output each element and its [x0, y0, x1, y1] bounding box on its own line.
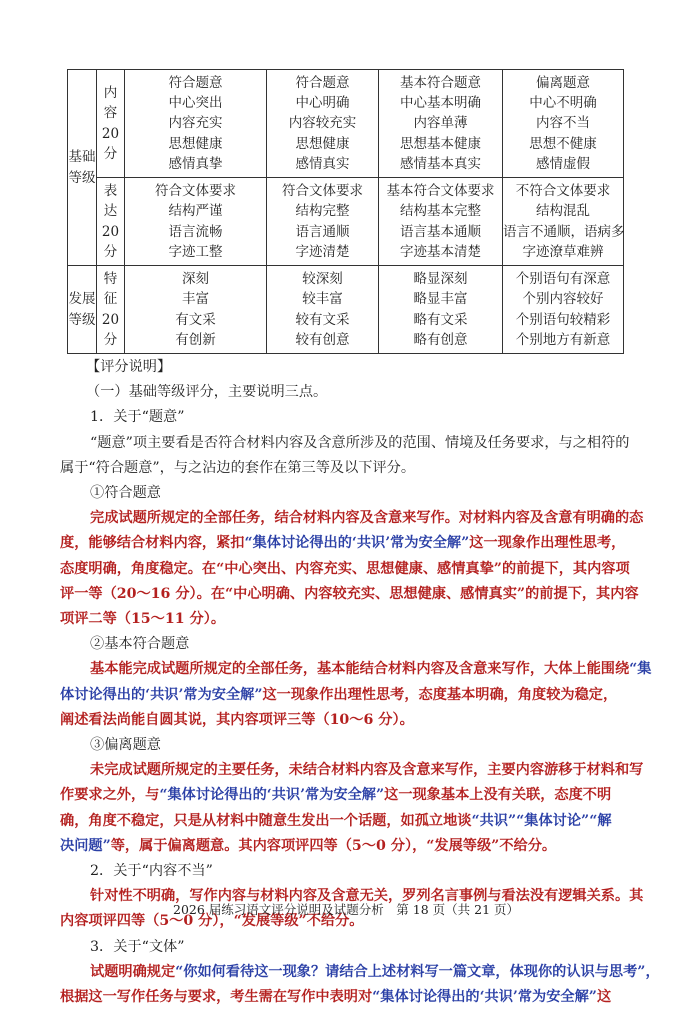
feature-cell-1: 深刻 丰富 有文采 有创新: [125, 266, 267, 354]
content-row: [68, 70, 624, 178]
red-paragraph-line: 试题明确规定“你如何看待这一现象？请结合上述材料写一篇文章，体现你的认识与思考”，: [90, 963, 660, 980]
red-paragraph-line: 确，角度不稳定，只是从材料中随意生发出一个话题，如孤立地谈“共识”“集体讨论”“解: [60, 812, 612, 829]
section-heading-notes: 【评分说明】: [86, 359, 172, 375]
paragraph-line: 属于“符合题意”，与之沾边的套作在第三等及以下评分。: [60, 459, 416, 476]
red-paragraph-line: 内容项评四等（5～0 分），“发展等级”不给分。: [60, 913, 364, 930]
content-cell-4: 偏离题意 中心不明确 内容不当 思想不健康 感情虚假: [503, 70, 624, 178]
content-cell-1: 符合题意 中心突出 内容充实 思想健康 感情真挚: [125, 70, 267, 178]
section-heading-basic: （一）基础等级评分，主要说明三点。: [86, 384, 328, 401]
expression-label: 表 达 20 分: [97, 178, 125, 266]
red-paragraph-line: 态度明确，角度稳定。在“中心突出、内容充实、思想健康、感情真挚”的前提下，其内容项: [60, 560, 630, 577]
subheading-genre: 3．关于“文体”: [90, 938, 185, 955]
expression-cell-2: 符合文体要求 结构完整 语言通顺 字迹清楚: [267, 178, 379, 266]
grading-table: [67, 69, 624, 354]
red-paragraph-line: 针对性不明确，写作内容与材料内容及含意无关，罗列名言事例与看法没有逻辑关系。其: [90, 888, 644, 905]
red-paragraph-line: 项评二等（15～11 分）。: [60, 611, 226, 628]
red-paragraph-line: 完成试题所规定的全部任务，结合材料内容及含意来写作。对材料内容及含意有明确的态: [90, 510, 644, 527]
red-paragraph-line: 体讨论得出的‘共识’常为安全解”这一现象作出理性思考，态度基本明确，角度较为稳定，: [60, 686, 618, 703]
expression-cell-1: 符合文体要求 结构严谨 语言流畅 字迹工整: [125, 178, 267, 266]
content-label: 内 容 20 分: [97, 70, 125, 178]
expression-row: [68, 178, 624, 266]
subheading-improper-content: 2．关于“内容不当”: [90, 863, 213, 880]
page-footer: 2026 届练习语文评分说明及试题分析 第 18 页（共 21 页）: [173, 902, 519, 917]
feature-row: [68, 266, 624, 354]
subheading-basically-fits: ②基本符合题意: [90, 636, 190, 653]
development-level-label: 发展等级: [68, 266, 97, 354]
paragraph-line: “题意”项主要看是否符合材料内容及含意所涉及的范围、情境及任务要求，与之相符的: [90, 434, 630, 451]
red-paragraph-line: 作要求之外，与“集体讨论得出的‘共识’常为安全解”这一现象基本上没有关联，态度不明: [60, 787, 612, 804]
red-paragraph-line: 决问题”等，属于偏离题意。其内容项评四等（5～0 分），“发展等级”不给分。: [60, 837, 557, 854]
feature-cell-3: 略显深刻 略显丰富 略有文采 略有创意: [379, 266, 503, 354]
content-cell-3: 基本符合题意 中心基本明确 内容单薄 思想基本健康 感情基本真实: [379, 70, 503, 178]
red-paragraph-line: 阐述看法尚能自圆其说，其内容项评三等（10～6 分）。: [60, 711, 414, 728]
feature-label: 特 征 20 分: [97, 266, 125, 354]
subheading-fits-topic: ①符合题意: [90, 485, 161, 502]
red-paragraph-line: 度，能够结合材料内容，紧扣“集体讨论得出的‘共识’常为安全解”这一现象作出理性思考，: [60, 535, 626, 552]
basic-level-label: 基础等级: [68, 70, 97, 266]
expression-cell-3: 基本符合文体要求 结构基本完整 语言基本通顺 字迹基本清楚: [379, 178, 503, 266]
subheading-topic: 1．关于“题意”: [90, 409, 185, 426]
feature-cell-4: 个别语句有深意 个别内容较好 个别语句较精彩 个别地方有新意: [503, 266, 624, 354]
red-paragraph-line: 基本能完成试题所规定的全部任务，基本能结合材料内容及含意来写作，大体上能围绕“集: [90, 661, 652, 678]
red-paragraph-line: 根据这一写作任务与要求，考生需在写作中表明对“集体讨论得出的‘共识’常为安全解”这: [60, 989, 612, 1006]
red-paragraph-line: 评一等（20～16 分）。在“中心明确、内容较充实、思想健康、感情真实”的前提下，其内容: [60, 585, 639, 602]
subheading-off-topic: ③偏离题意: [90, 737, 161, 754]
red-paragraph-line: 未完成试题所规定的主要任务，未结合材料内容及含意来写作，主要内容游移于材料和写: [90, 762, 644, 779]
feature-cell-2: 较深刻 较丰富 较有文采 较有创意: [267, 266, 379, 354]
content-cell-2: 符合题意 中心明确 内容较充实 思想健康 感情真实: [267, 70, 379, 178]
expression-cell-4: 不符合文体要求 结构混乱 语言不通顺，语病多 字迹潦草难辨: [503, 178, 624, 266]
